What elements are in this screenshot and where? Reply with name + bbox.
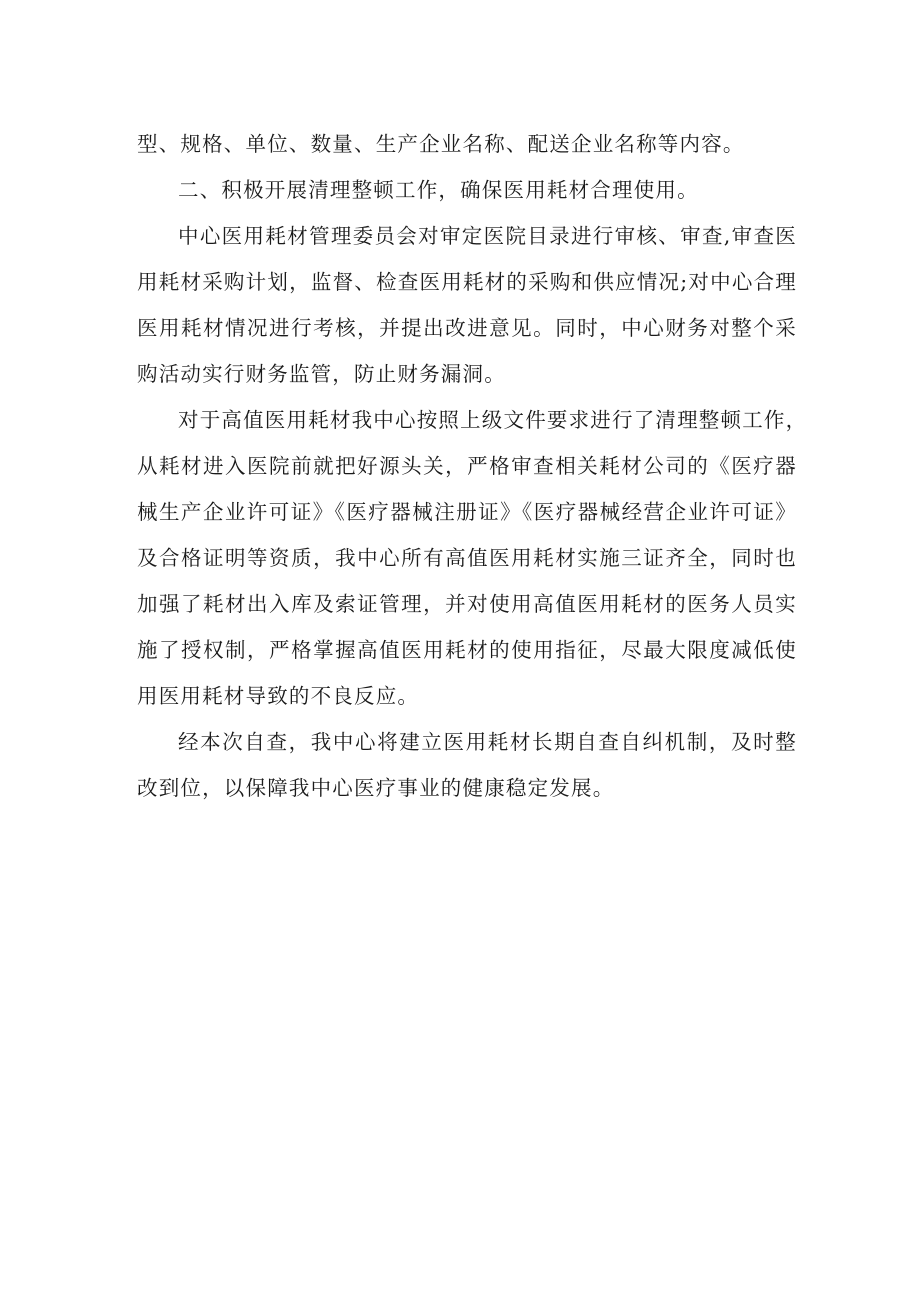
document-body [137,121,808,811]
paragraph-conclusion [137,719,797,811]
paragraph-committee [137,213,797,397]
text-line: 经本次自查，我中心将建立医用耗材长期自查自纠机制，及时整 [178,730,797,754]
text-line: 从耗材进入医院前就把好源头关，严格审查相关耗材公司的《医疗器 [137,454,797,478]
text-line: 械生产企业许可证》《医疗器械注册证》《医疗器械经营企业许可证》 [137,500,797,524]
paragraph-high-value-consumables [137,397,808,719]
text-line: 型、规格、单位、数量、生产企业名称、配送企业名称等内容。 [137,132,745,156]
text-line: 对于高值医用耗材我中心按照上级文件要求进行了清理整顿工作， [178,408,808,432]
text-line: 中心医用耗材管理委员会对审定医院目录进行审核、审查,审查医 [178,224,797,248]
text-line: 用医用耗材导致的不良反应。 [137,684,420,708]
text-line: 改到位，以保障我中心医疗事业的健康稳定发展。 [137,776,615,800]
text-line: 加强了耗材出入库及索证管理，并对使用高值医用耗材的医务人员实 [137,592,797,616]
text-line: 施了授权制，严格掌握高值医用耗材的使用指征，尽最大限度减低使 [137,638,797,662]
text-line: 医用耗材情况进行考核，并提出改进意见。同时，中心财务对整个采 [137,316,797,340]
text-line: 购活动实行财务监管，防止财务漏洞。 [137,362,506,386]
paragraph-continuation [137,121,797,167]
section-heading-2 [137,167,797,213]
text-line: 二、积极开展清理整顿工作，确保医用耗材合理使用。 [178,178,699,202]
text-line: 用耗材采购计划，监督、检查医用耗材的采购和供应情况;对中心合理 [137,270,797,294]
text-line: 及合格证明等资质，我中心所有高值医用耗材实施三证齐全，同时也 [137,546,797,570]
